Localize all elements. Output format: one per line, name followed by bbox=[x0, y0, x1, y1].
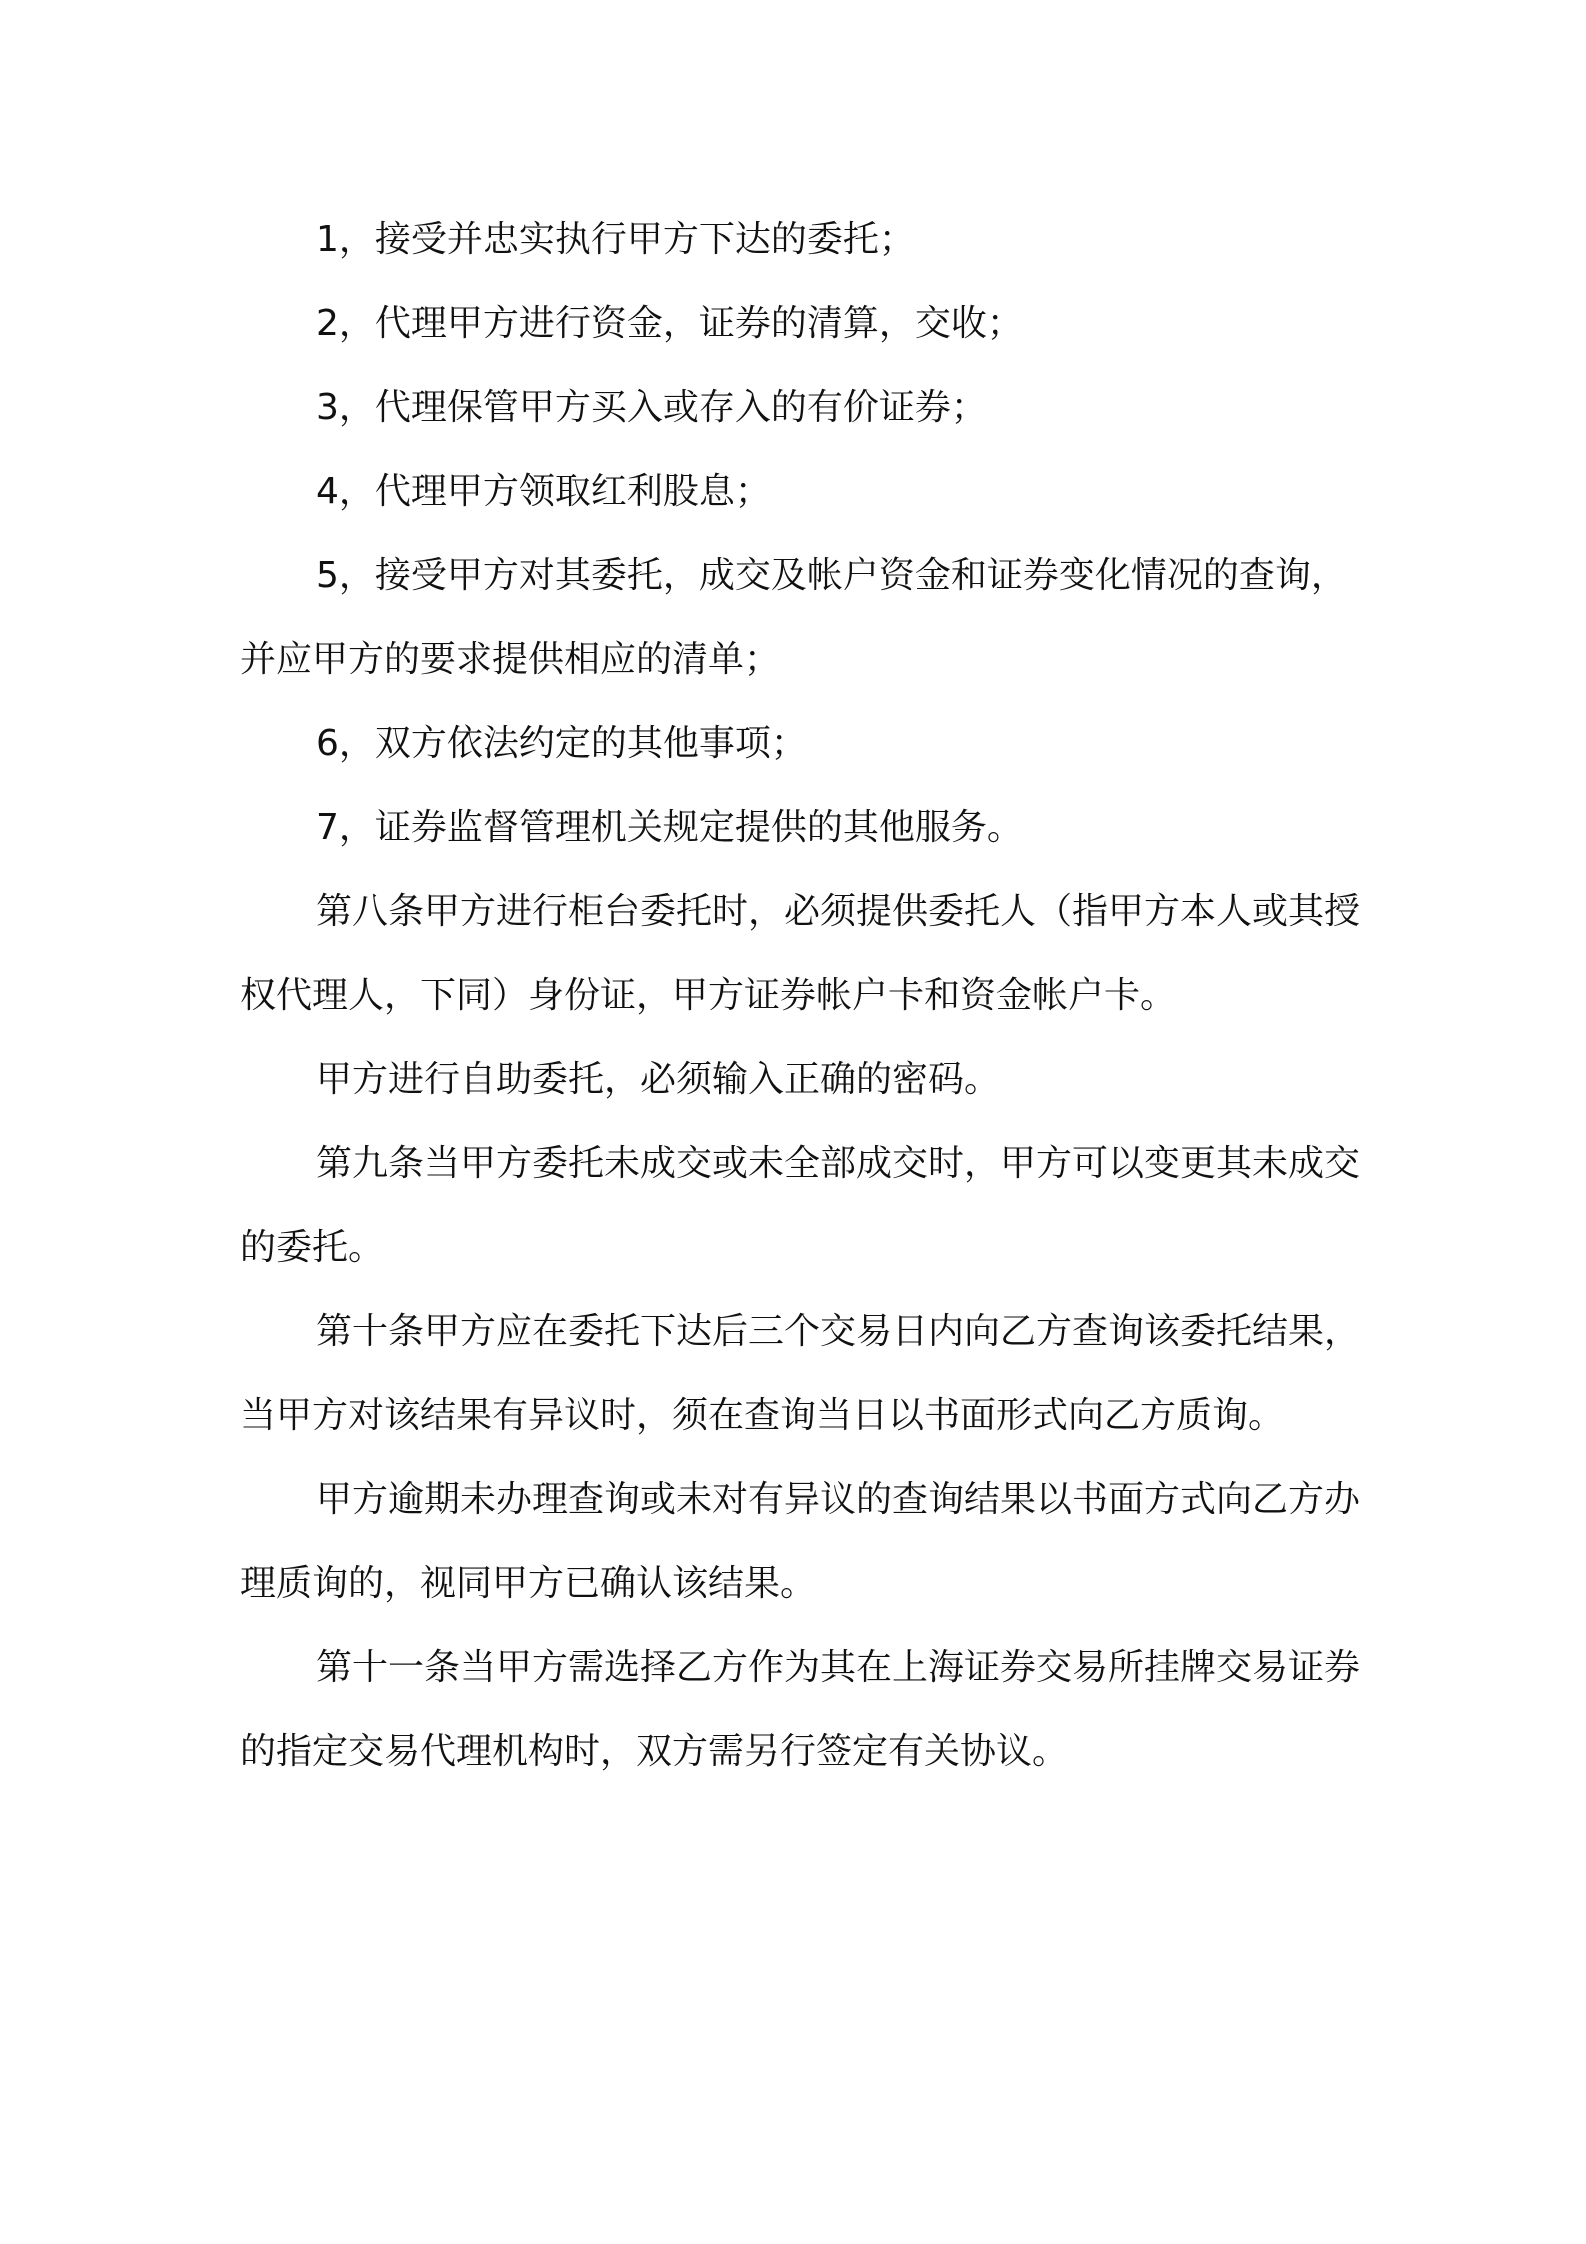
article-11: 第十一条当甲方需选择乙方作为其在上海证券交易所挂牌交易证券的指定交易代理机构时，双方需另行签定有关协议。 bbox=[240, 1647, 1361, 1772]
clause-item-2: 2，代理甲方进行资金，证券的清算，交收； bbox=[316, 303, 1023, 344]
document-body bbox=[240, 198, 1360, 1794]
clause-item-5: 5，接受甲方对其委托，成交及帐户资金和证券变化情况的查询，并应甲方的要求提供相应的清单； bbox=[240, 555, 1347, 680]
clause-item-7: 7，证券监督管理机关规定提供的其他服务。 bbox=[316, 807, 1023, 848]
article-8-self-service: 甲方进行自助委托，必须输入正确的密码。 bbox=[316, 1059, 1001, 1100]
clause-item-3: 3，代理保管甲方买入或存入的有价证券； bbox=[316, 387, 987, 428]
article-9: 第九条当甲方委托未成交或未全部成交时，甲方可以变更其未成交的委托。 bbox=[240, 1143, 1361, 1268]
clause-item-6: 6，双方依法约定的其他事项； bbox=[316, 723, 807, 764]
article-10-overdue: 甲方逾期未办理查询或未对有异议的查询结果以书面方式向乙方办理质询的，视同甲方已确认该结果。 bbox=[240, 1479, 1361, 1604]
article-8: 第八条甲方进行柜台委托时，必须提供委托人（指甲方本人或其授权代理人，下同）身份证，甲方证券帐户卡和资金帐户卡。 bbox=[240, 891, 1361, 1016]
clause-item-1: 1，接受并忠实执行甲方下达的委托； bbox=[316, 219, 915, 260]
clause-item-4: 4，代理甲方领取红利股息； bbox=[316, 471, 771, 512]
article-10: 第十条甲方应在委托下达后三个交易日内向乙方查询该委托结果，当甲方对该结果有异议时，须在查询当日以书面形式向乙方质询。 bbox=[240, 1311, 1361, 1436]
